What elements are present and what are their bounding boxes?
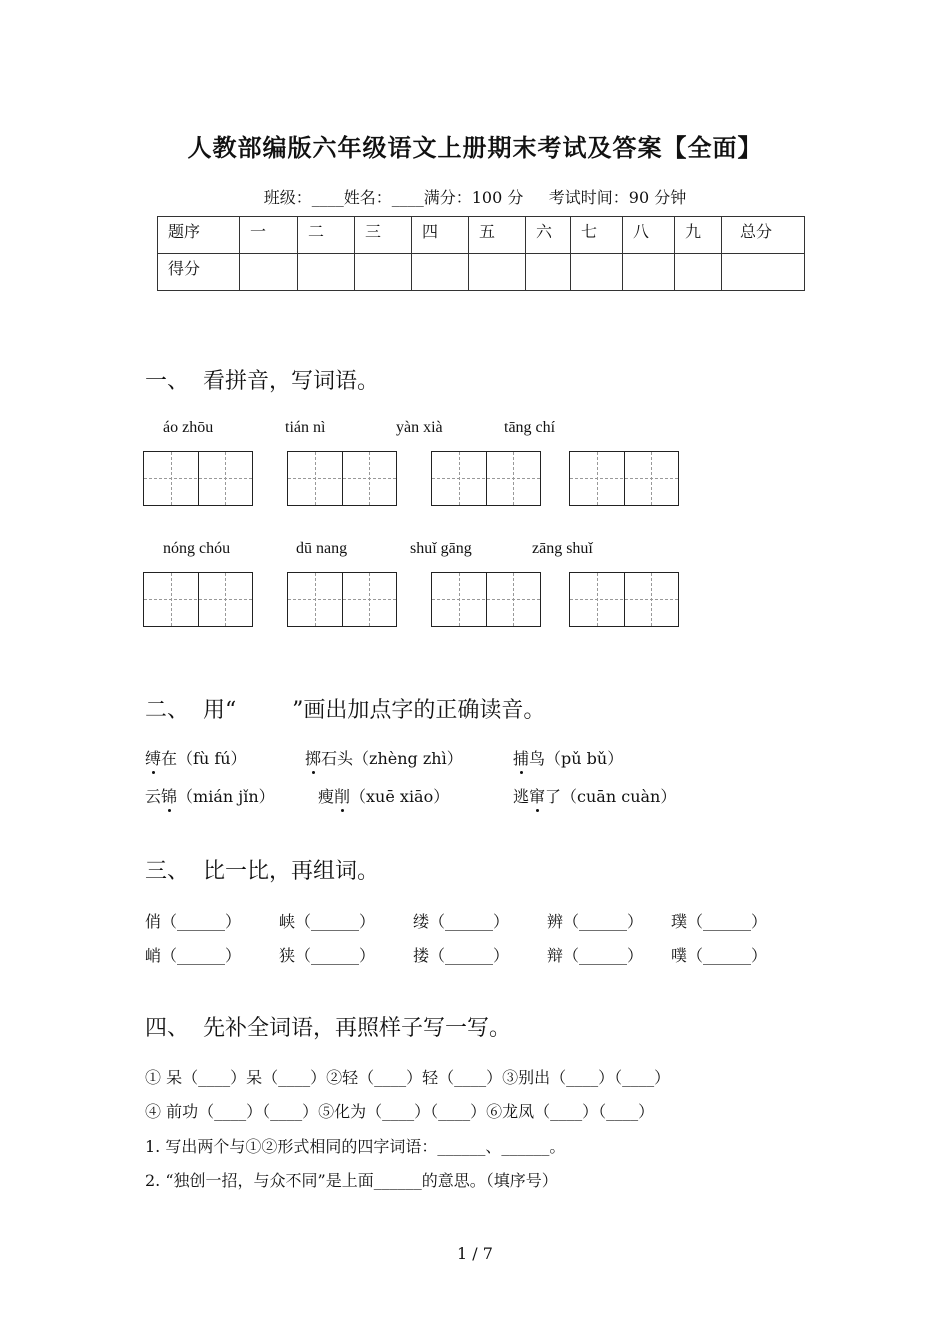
table-cell: 三 xyxy=(355,217,412,254)
dotted-char: 锦 xyxy=(161,784,177,807)
score-table-header-row xyxy=(158,217,805,254)
writing-grid[interactable] xyxy=(569,572,679,627)
table-cell: 七 xyxy=(571,217,623,254)
score-cell[interactable] xyxy=(675,254,722,291)
dotted-char: 掷 xyxy=(305,746,321,769)
score-cell[interactable] xyxy=(469,254,526,291)
dotted-char: 削 xyxy=(334,784,350,807)
writing-grid[interactable] xyxy=(143,572,253,627)
score-cell[interactable] xyxy=(298,254,355,291)
table-cell: 九 xyxy=(675,217,722,254)
pinyin-label: shuǐ gāng xyxy=(410,540,472,557)
reading-item[interactable]: 瘦削（xuē xiāo） xyxy=(318,784,449,807)
word-blank[interactable]: 璞（______） xyxy=(671,912,768,931)
section-3-title: 三、 比一比，再组词。 xyxy=(145,859,379,884)
score-table-row xyxy=(158,254,805,291)
word-blank[interactable]: 峭（______） xyxy=(145,946,242,965)
question-2[interactable]: 2. “独创一招，与众不同”是上面______的意思。（填序号） xyxy=(145,1171,558,1190)
word-blank[interactable]: 搂（______） xyxy=(413,946,510,965)
word-blank[interactable]: 噗（______） xyxy=(671,946,768,965)
question-1[interactable]: 1. 写出两个与①②形式相同的四字词语：______、______。 xyxy=(145,1137,566,1156)
reading-item[interactable]: 逃窜了（cuān cuàn） xyxy=(513,784,676,807)
writing-grid[interactable] xyxy=(143,451,253,506)
pinyin-label: yàn xià xyxy=(396,419,443,436)
pinyin-label: nóng chóu xyxy=(163,540,231,557)
table-cell: 一 xyxy=(240,217,298,254)
fill-line[interactable]: ① 呆（____）呆（____）②轻（____）轻（____）③别出（____）（____） xyxy=(145,1068,671,1087)
table-cell: 得分 xyxy=(158,254,240,291)
word-blank[interactable]: 缕（______） xyxy=(413,912,510,931)
writing-grid[interactable] xyxy=(287,451,397,506)
table-cell: 四 xyxy=(412,217,469,254)
table-cell: 五 xyxy=(469,217,526,254)
dotted-char: 缚 xyxy=(145,746,161,769)
writing-grid[interactable] xyxy=(431,572,541,627)
score-cell[interactable] xyxy=(355,254,412,291)
fill-line[interactable]: ④ 前功（____）（____）⑤化为（____）（____）⑥龙凤（____）（____） xyxy=(145,1102,655,1121)
pinyin-label: dū nang xyxy=(296,540,348,557)
page-title: 人教部编版六年级语文上册期末考试及答案【全面】 xyxy=(187,134,763,162)
reading-item[interactable]: 缚在（fù fú） xyxy=(145,746,247,769)
reading-item[interactable]: 掷石头（zhèng zhì） xyxy=(305,746,463,769)
section-2-title: 二、 用“ ”画出加点字的正确读音。 xyxy=(145,698,546,723)
exam-info: 班级：____姓名：____满分：100 分 考试时间：90 分钟 xyxy=(263,188,687,207)
word-blank[interactable]: 狭（______） xyxy=(279,946,376,965)
word-blank[interactable]: 峡（______） xyxy=(279,912,376,931)
writing-grid[interactable] xyxy=(431,451,541,506)
table-cell: 题序 xyxy=(158,217,240,254)
score-cell[interactable] xyxy=(623,254,675,291)
table-cell: 八 xyxy=(623,217,675,254)
pinyin-label: tián nì xyxy=(285,419,326,436)
reading-item[interactable]: 捕鸟（pǔ bǔ） xyxy=(513,746,623,769)
pinyin-label: áo zhōu xyxy=(163,419,214,436)
pinyin-label: tāng chí xyxy=(504,419,556,436)
score-cell[interactable] xyxy=(240,254,298,291)
dotted-char: 捕 xyxy=(513,746,529,769)
dotted-char: 窜 xyxy=(529,784,545,807)
score-cell[interactable] xyxy=(526,254,571,291)
reading-item[interactable]: 云锦（mián jǐn） xyxy=(145,784,275,807)
table-cell: 六 xyxy=(526,217,571,254)
section-4-title: 四、 先补全词语，再照样子写一写。 xyxy=(145,1016,511,1041)
writing-grid[interactable] xyxy=(287,572,397,627)
writing-grid[interactable] xyxy=(569,451,679,506)
score-cell[interactable] xyxy=(571,254,623,291)
word-blank[interactable]: 辨（______） xyxy=(547,912,644,931)
word-blank[interactable]: 俏（______） xyxy=(145,912,242,931)
score-cell[interactable] xyxy=(722,254,805,291)
table-cell: 二 xyxy=(298,217,355,254)
page-number: 1 / 7 xyxy=(457,1244,493,1263)
score-table xyxy=(157,216,805,291)
score-cell[interactable] xyxy=(412,254,469,291)
pinyin-label: zāng shuǐ xyxy=(532,540,593,557)
section-1-title: 一、 看拼音，写词语。 xyxy=(145,369,379,394)
word-blank[interactable]: 辩（______） xyxy=(547,946,644,965)
table-cell: 总分 xyxy=(722,217,805,254)
